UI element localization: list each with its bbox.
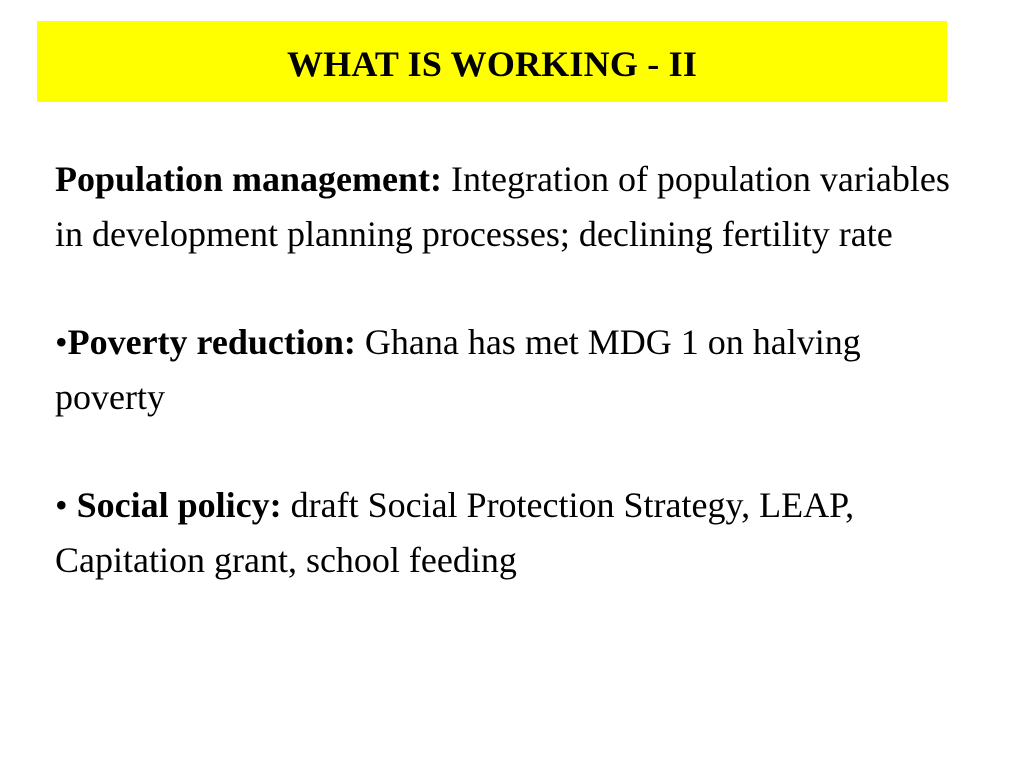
title-bar [37,21,947,102]
item-social-policy [55,478,955,588]
item-term: Population management: [55,159,442,199]
item-term: Social policy: [76,485,282,525]
bullet-icon: • [55,485,77,525]
item-text: draft Social Protection Strategy, LEAP, Capitation grant, school feeding [55,485,855,580]
item-term: Poverty reduction: [67,322,356,362]
item-text: Ghana has met MDG 1 on halving poverty [55,322,861,417]
item-text: Integration of population variables in development planning processes; declining fertility rate [55,159,950,254]
item-population-management [55,152,955,262]
slide-body [55,152,955,588]
bullet-icon: • [55,322,68,362]
slide-title: WHAT IS WORKING - II [286,43,698,84]
item-poverty-reduction [55,315,955,425]
